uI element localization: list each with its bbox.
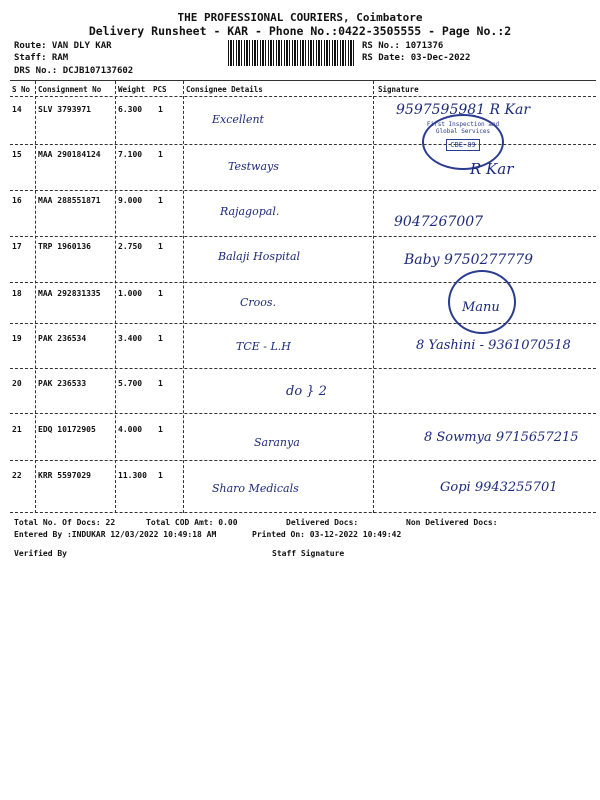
row-divider bbox=[10, 144, 596, 145]
row-pcs: 1 bbox=[158, 196, 163, 205]
row-weight: 3.400 bbox=[118, 334, 143, 343]
table-bottom-rule bbox=[10, 512, 596, 513]
route-label: Route: VAN DLY KAR bbox=[14, 41, 112, 51]
row-consignment: MAA 290184124 bbox=[38, 150, 101, 159]
row-consignment: MAA 292831335 bbox=[38, 289, 101, 298]
row-consignee: Saranya bbox=[254, 436, 300, 449]
row-sno: 17 bbox=[12, 242, 22, 251]
printed-on: Printed On: 03-12-2022 10:49:42 bbox=[252, 530, 402, 539]
row-weight: 5.700 bbox=[118, 379, 143, 388]
barcode bbox=[228, 40, 356, 66]
row-consignee: TCE - L.H bbox=[236, 340, 291, 353]
row-signature: Gopi 9943255701 bbox=[440, 480, 558, 495]
drs-number: DRS No.: DCJB107137602 bbox=[14, 66, 134, 76]
row-consignee: Sharo Medicals bbox=[212, 482, 299, 495]
row-pcs: 1 bbox=[158, 150, 163, 159]
row-consignment: PAK 236534 bbox=[38, 334, 87, 343]
entered-by: Entered By :INDUKAR 12/03/2022 10:49:18 AM bbox=[14, 530, 217, 539]
row-signature: Manu bbox=[462, 300, 500, 315]
col-divider bbox=[115, 81, 116, 513]
row-consignment: PAK 236533 bbox=[38, 379, 87, 388]
row-pcs: 1 bbox=[158, 289, 163, 298]
col-consignment: Consignment No bbox=[38, 85, 102, 94]
col-divider bbox=[35, 81, 36, 513]
row-sno: 18 bbox=[12, 289, 22, 298]
row-signature: 9597595981 R Kar bbox=[396, 102, 531, 118]
row-sno: 15 bbox=[12, 150, 22, 159]
row-consignee: Testways bbox=[228, 160, 279, 173]
row-pcs: 1 bbox=[158, 425, 163, 434]
row-signature: Baby 9750277779 bbox=[404, 252, 534, 268]
row-signature: 9047267007 bbox=[394, 214, 484, 230]
row-weight: 4.000 bbox=[118, 425, 143, 434]
col-weight: Weight bbox=[118, 85, 146, 94]
row-consignment: TRP 1960136 bbox=[38, 242, 91, 251]
row-pcs: 1 bbox=[158, 379, 163, 388]
col-divider bbox=[373, 81, 374, 513]
row-pcs: 1 bbox=[158, 242, 163, 251]
row-signature: 8 Sowmya 9715657215 bbox=[424, 430, 579, 445]
row-consignment: MAA 288551871 bbox=[38, 196, 101, 205]
row-divider bbox=[10, 413, 596, 414]
row-divider bbox=[10, 368, 596, 369]
row-consignee: Croos. bbox=[240, 296, 277, 309]
col-sno: S No bbox=[12, 85, 31, 94]
stamp-text: First Inspection and Global Services bbox=[426, 121, 500, 135]
total-docs: Total No. Of Docs: 22 bbox=[14, 518, 116, 527]
rs-date: RS Date: 03-Dec-2022 bbox=[362, 53, 471, 63]
row-weight: 1.000 bbox=[118, 289, 143, 298]
row-weight: 9.000 bbox=[118, 196, 143, 205]
row-sno: 14 bbox=[12, 105, 22, 114]
row-consignment: SLV 3793971 bbox=[38, 105, 91, 114]
row-sno: 20 bbox=[12, 379, 22, 388]
col-signature: Signature bbox=[378, 85, 419, 94]
table-top-rule bbox=[10, 80, 596, 81]
row-pcs: 1 bbox=[158, 105, 163, 114]
row-divider bbox=[10, 236, 596, 237]
row-signature: R Kar bbox=[470, 160, 514, 178]
company-title: THE PROFESSIONAL COURIERS, Coimbatore bbox=[177, 11, 423, 24]
row-sno: 16 bbox=[12, 196, 22, 205]
verified-by: Verified By bbox=[14, 549, 67, 558]
row-consignment: EDQ 10172905 bbox=[38, 425, 96, 434]
row-consignee: Balaji Hospital bbox=[218, 250, 301, 263]
row-weight: 2.750 bbox=[118, 242, 143, 251]
delivered-docs: Delivered Docs: bbox=[286, 518, 359, 527]
non-delivered-docs: Non Delivered Docs: bbox=[406, 518, 498, 527]
row-sno: 22 bbox=[12, 471, 22, 480]
col-divider bbox=[183, 81, 184, 513]
row-sno: 21 bbox=[12, 425, 22, 434]
row-weight: 6.300 bbox=[118, 105, 143, 114]
runsheet-title: Delivery Runsheet - KAR - Phone No.:0422-3505555 - Page No.:2 bbox=[88, 24, 512, 38]
row-consignee: Excellent bbox=[212, 113, 264, 126]
col-consignee: Consignee Details bbox=[186, 85, 263, 94]
row-divider bbox=[10, 323, 596, 324]
rs-number: RS No.: 1071376 bbox=[362, 41, 444, 51]
row-pcs: 1 bbox=[158, 471, 163, 480]
row-divider bbox=[10, 190, 596, 191]
row-sno: 19 bbox=[12, 334, 22, 343]
row-weight: 7.100 bbox=[118, 150, 143, 159]
col-pcs: PCS bbox=[153, 85, 167, 94]
header-divider bbox=[10, 96, 596, 97]
row-weight: 11.300 bbox=[118, 471, 147, 480]
row-consignee: Rajagopal. bbox=[220, 205, 280, 218]
row-divider bbox=[10, 460, 596, 461]
staff-signature: Staff Signature bbox=[272, 549, 345, 558]
stamp-code: CBE-89 bbox=[446, 139, 479, 151]
row-consignment: KRR 5597029 bbox=[38, 471, 91, 480]
row-pcs: 1 bbox=[158, 334, 163, 343]
row-consignee: do } 2 bbox=[286, 384, 327, 399]
staff-label: Staff: RAM bbox=[14, 53, 69, 63]
row-signature: 8 Yashini - 9361070518 bbox=[416, 338, 571, 353]
total-cod: Total COD Amt: 0.00 bbox=[146, 518, 238, 527]
